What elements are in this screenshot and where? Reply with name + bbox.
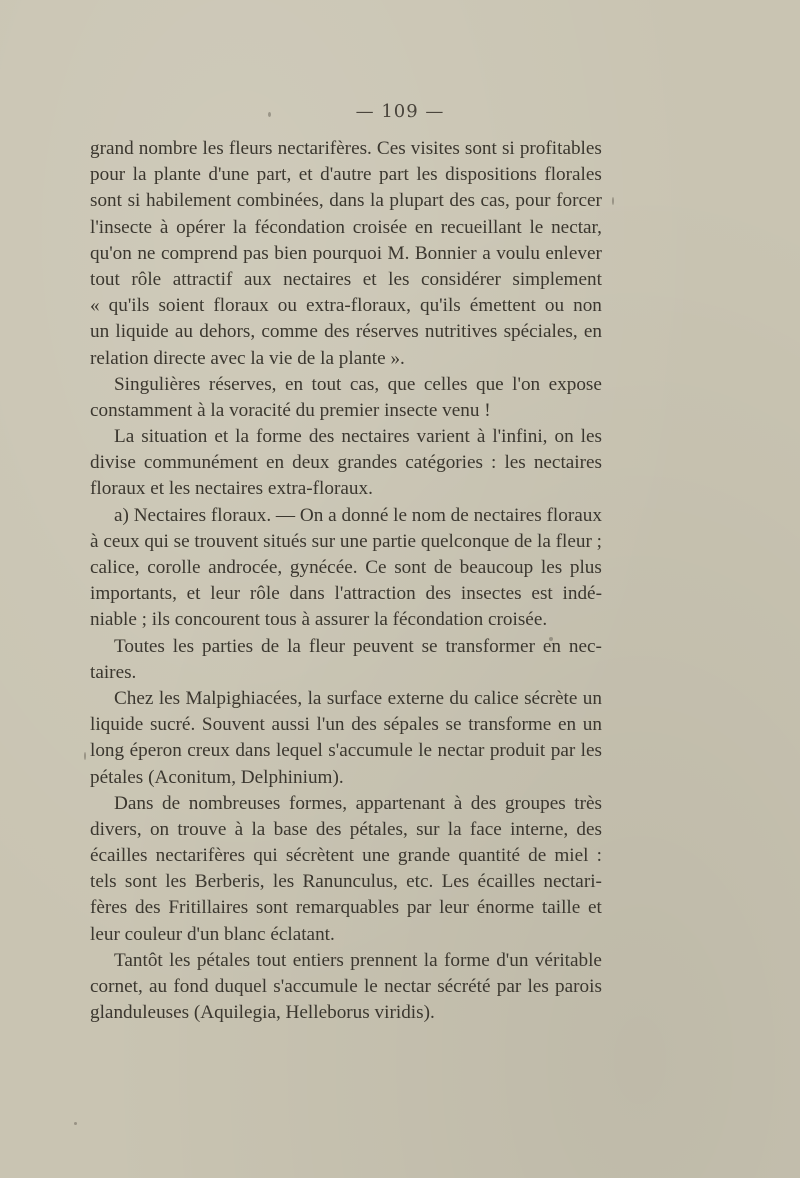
text-line: long éperon creux dans lequel s'accumule le nectar produit par les [90, 740, 602, 762]
text-line: La situation et la forme des nectaires varient à l'infini, on les [114, 426, 602, 448]
page-body-text [90, 136, 602, 1026]
text-line: niable ; ils concourent tous à assurer la fécondation croisée. [90, 609, 548, 631]
text-line: calice, corolle androcée, gynécée. Ce sont de beaucoup les plus [90, 557, 602, 578]
text-line: a) Nectaires floraux. — On a donné le nom de nectaires floraux [114, 504, 602, 526]
text-line: glanduleuses (Aquilegia, Helleborus viridis). [90, 1002, 435, 1024]
text-line: pour la plante d'une part, et d'autre part les dispositions florales [90, 164, 602, 186]
paper-speck [84, 752, 86, 760]
text-line: sont si habilement combinées, dans la plupart des cas, pour forcer [90, 190, 602, 212]
text-line: Singulières réserves, en tout cas, que celles que l'on expose [114, 373, 602, 395]
text-line: leur couleur d'un blanc éclatant. [90, 923, 335, 945]
text-line: taires. [90, 661, 137, 683]
text-line: relation directe avec la vie de la plante ». [90, 347, 405, 369]
text-line: à ceux qui se trouvent situés sur une partie quelconque de la fleur ; [90, 530, 602, 552]
text-line: tels sont les Berberis, les Ranunculus, etc. Les écailles nectari- [90, 871, 602, 893]
page-number: — 109 — [355, 101, 445, 122]
text-line: constamment à la voracité du premier insecte venu ! [90, 399, 491, 421]
text-line: « qu'ils soient floraux ou extra-floraux, qu'ils émettent ou non [90, 295, 602, 317]
text-line: Tantôt les pétales tout entiers prennent la forme d'un véritable [114, 949, 602, 971]
text-line: tout rôle attractif aux nectaires et les considérer simplement [90, 268, 602, 290]
text-line: cornet, au fond duquel s'accumule le nectar sécrété par les parois [90, 976, 602, 997]
text-line: l'insecte à opérer la fécondation croisée en recueillant le nectar, [90, 216, 602, 238]
paper-speck [268, 112, 271, 117]
text-line: divers, on trouve à la base des pétales, sur la face interne, des [90, 818, 602, 840]
text-line: importants, et leur rôle dans l'attraction des insectes est indé- [90, 583, 602, 605]
text-line: liquide sucré. Souvent aussi l'un des sépales se transforme en un [90, 714, 602, 736]
text-line: fères des Fritillaires sont remarquables par leur énorme taille et [90, 897, 602, 919]
text-line: divise communément en deux grandes catégories : les nectaires [90, 452, 602, 474]
text-line: pétales (Aconitum, Delphinium). [90, 766, 344, 788]
text-line: un liquide au dehors, comme des réserves nutritives spéciales, en [90, 321, 602, 343]
text-line: Dans de nombreuses formes, appartenant à des groupes très [114, 792, 602, 814]
paper-speck [74, 1122, 77, 1125]
text-line: grand nombre les fleurs nectarifères. Ces visites sont si profitables [90, 138, 602, 159]
text-line: Toutes les parties de la fleur peuvent se transformer en nec- [114, 635, 602, 657]
paper-speck [612, 197, 614, 205]
text-line: écailles nectarifères qui sécrètent une grande quantité de miel : [90, 845, 602, 867]
text-line: Chez les Malpighiacées, la surface externe du calice sécrète un [114, 687, 602, 709]
paper-speck [549, 637, 553, 641]
text-line: qu'on ne comprend pas bien pourquoi M. Bonnier a voulu enlever [90, 242, 602, 264]
text-line: floraux et les nectaires extra-floraux. [90, 478, 373, 500]
